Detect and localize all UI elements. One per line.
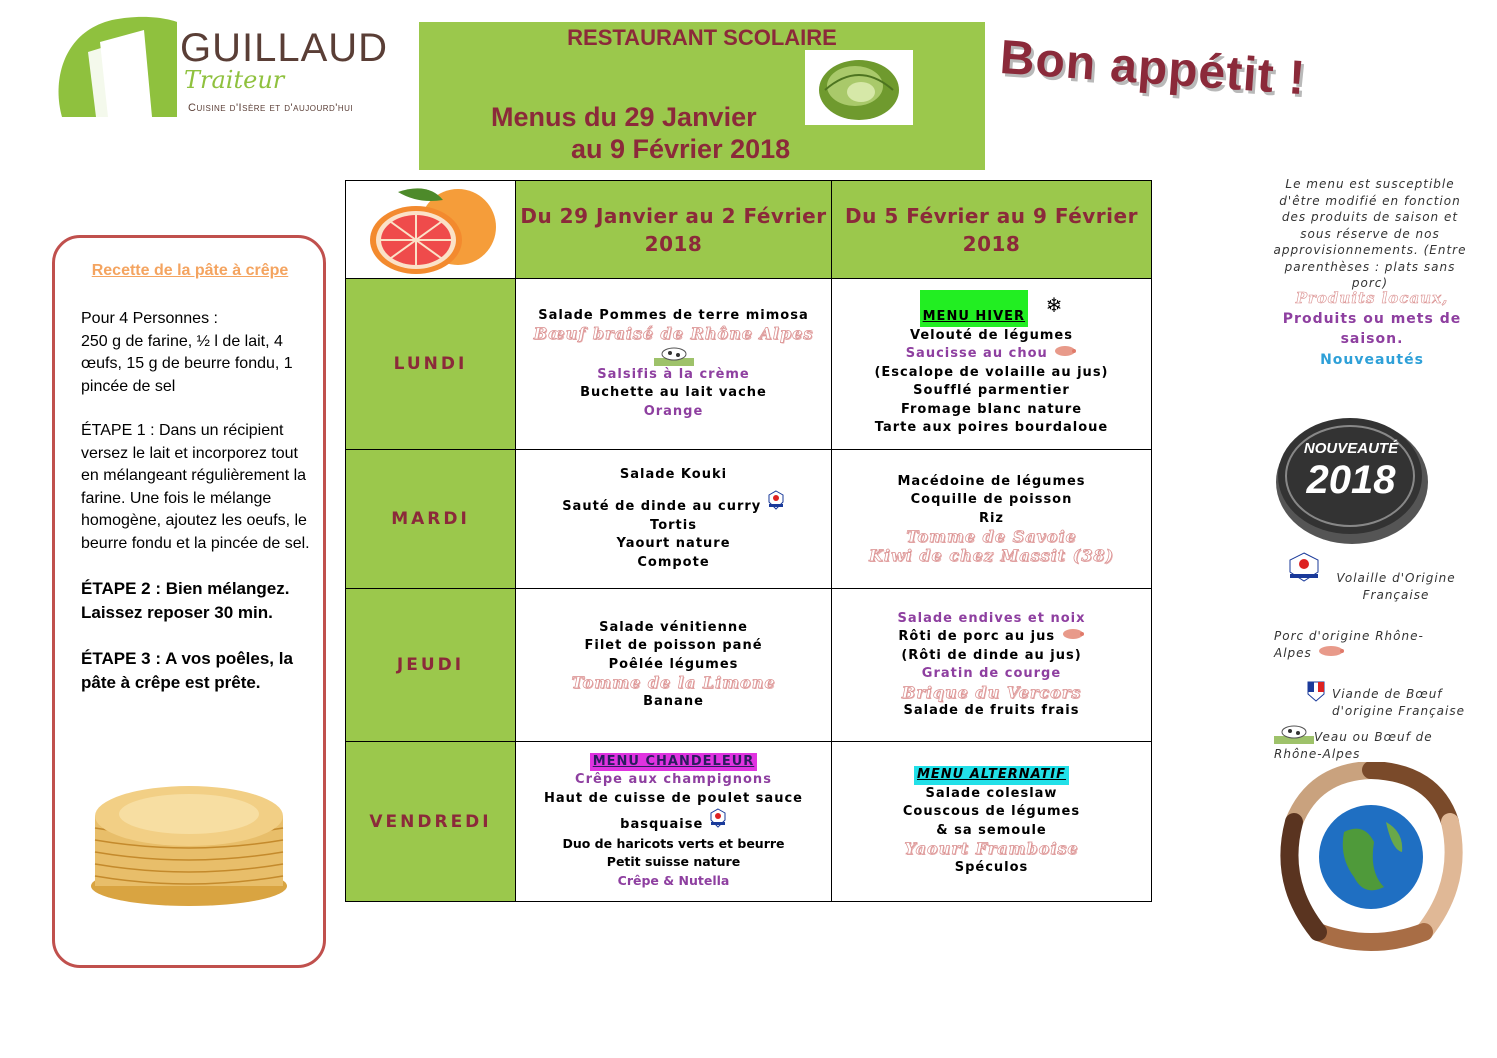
legend-season: Produits ou mets de saison.	[1282, 310, 1462, 347]
recipe-step2: ÉTAPE 2 : Bien mélangez. Laissez reposer 30 min.	[81, 579, 290, 622]
menu-item: Tomme de Savoie	[906, 527, 1077, 547]
legend-porc	[1274, 628, 1454, 662]
menu-item: & sa semoule	[936, 822, 1047, 838]
snowflake-icon: ❄	[1045, 293, 1064, 318]
tuesday-week1	[516, 450, 832, 589]
menu-chandeleur-tag: MENU CHANDELEUR	[590, 753, 758, 772]
menu-item: Rôti de porc au jus	[898, 629, 1056, 644]
menu-item: Velouté de légumes	[910, 327, 1073, 343]
menu-item: Salade coleslaw	[925, 785, 1058, 801]
menu-item: Soufflé parmentier	[913, 383, 1070, 399]
crepes-image	[85, 766, 293, 911]
legend-porc-text: Porc d'origine Rhône-Alpes	[1274, 629, 1424, 660]
week1-header	[516, 181, 832, 279]
menu-item: Haut de cuisse de poulet sauce	[544, 790, 803, 806]
header-title: RESTAURANT SCOLAIRE	[567, 25, 837, 50]
day-thursday: JEUDI	[346, 589, 516, 742]
legend-volaille: Volaille d'Origine Française	[1336, 571, 1456, 602]
menu-item: basquaise	[620, 817, 704, 833]
menu-item: Poêlée légumes	[608, 656, 739, 672]
pig-icon	[1053, 345, 1077, 357]
chef-hat-icon	[52, 12, 182, 127]
viande-bovine-francaise-icon	[1306, 680, 1326, 706]
menu-item: Gratin de courge	[921, 666, 1062, 681]
monday-week1	[516, 279, 832, 450]
legend-local: Produits locaux,	[1295, 289, 1449, 307]
legend-boeuf: Viande de Bœuf d'origine Française	[1332, 687, 1465, 718]
friday-week1	[516, 742, 832, 902]
menu-item: Sauté de dinde au curry	[562, 499, 762, 515]
header-dates-line2: au 9 Février 2018	[571, 134, 791, 164]
week2-header	[832, 181, 1152, 279]
monday-week2	[832, 279, 1152, 450]
menu-item: Petit suisse nature	[606, 854, 741, 870]
logo-name: GUILLAUD	[180, 26, 389, 70]
menu-item: Spéculos	[954, 859, 1029, 875]
recipe-body	[81, 308, 311, 717]
header-dates-line1: Menus du 29 Janvier	[491, 102, 757, 132]
menu-item: Bœuf braisé de Rhône Alpes	[533, 324, 814, 344]
menu-item: Couscous de légumes	[902, 804, 1081, 819]
recipe-title: Recette de la pâte à crêpe	[91, 262, 289, 279]
tuesday-week2	[832, 450, 1152, 589]
cabbage-image	[805, 50, 913, 125]
friday-week2	[832, 742, 1152, 902]
recipe-box	[52, 235, 326, 968]
menu-item: Macédoine de légumes	[897, 473, 1086, 489]
legend	[1274, 288, 1470, 370]
menu-item: Brique du Vercors	[901, 682, 1082, 702]
menu-item: Yaourt nature	[616, 536, 731, 552]
menu-item: Salade de fruits frais	[903, 703, 1080, 718]
pig-icon	[1317, 645, 1345, 657]
day-monday: LUNDI	[346, 279, 516, 450]
pig-icon	[1061, 628, 1085, 640]
menu-item: Orange	[643, 403, 704, 419]
week2-header-line2: 2018	[962, 231, 1021, 256]
menu-item: Salade Kouki	[619, 466, 728, 482]
menu-item: Duo de haricots verts et beurre	[562, 835, 785, 851]
menu-hiver-tag: MENU HIVER	[920, 290, 1028, 327]
menu-item: Banane	[643, 693, 704, 709]
menu-item: Tomme de la Limone	[571, 673, 776, 693]
volaille-francaise-icon	[709, 808, 727, 828]
menu-item: Salade vénitienne	[599, 619, 748, 635]
menu-table	[345, 180, 1152, 902]
menu-item: Salade Pommes de terre mimosa	[538, 307, 809, 323]
menu-item: (Escalope de volaille au jus)	[874, 364, 1109, 380]
week2-header-line1: Du 5 Février au 9 Février	[845, 203, 1138, 228]
week1-header-line1: Du 29 Janvier au 2 Février	[520, 203, 827, 228]
menu-item: Riz	[978, 510, 1005, 526]
menu-item: Tortis	[650, 517, 697, 533]
menu-item: (Rôti de dinde au jus)	[901, 647, 1082, 663]
recipe-intro: Pour 4 Personnes :	[81, 310, 218, 327]
thursday-week1	[516, 589, 832, 742]
menu-item: Buchette au lait vache	[580, 385, 767, 401]
grapefruit-cell	[346, 181, 516, 279]
menu-item: Kiwi de chez Massit (38)	[868, 545, 1115, 565]
menu-item: Fromage blanc nature	[900, 401, 1083, 417]
menu-note: Le menu est susceptible d'être modifié en fonction des produits de saison et sous réserve de nos approvisionnements. (Entre parenthèses : plats sans porc)	[1273, 177, 1467, 290]
menu-item: Compote	[637, 554, 710, 570]
greeting-title: Bon appétit !	[998, 30, 1308, 106]
menu-item: Tarte aux poires bourdaloue	[874, 420, 1109, 436]
badge-label: NOUVEAUTÉ	[1303, 440, 1399, 457]
day-friday: VENDREDI	[346, 742, 516, 902]
recipe-step3: ÉTAPE 3 : A vos poêles, la pâte à crêpe est prête.	[81, 649, 293, 692]
menu-item: Filet de poisson pané	[584, 638, 763, 654]
logo-subtitle: Traiteur	[184, 66, 285, 94]
menu-header	[419, 22, 985, 170]
menu-item: Salade endives et noix	[897, 610, 1086, 626]
legend-veau: Veau ou Bœuf de Rhône-Alpes	[1274, 730, 1433, 761]
menu-item: Saucisse au chou	[905, 346, 1048, 362]
volaille-francaise-icon	[1288, 552, 1320, 586]
menu-item: Salsifis à la crème	[597, 366, 750, 382]
menu-item: Crêpe & Nutella	[617, 872, 730, 888]
grapefruit-image	[358, 182, 504, 277]
legend-new: Nouveautés	[1320, 351, 1424, 368]
week1-header-line2: 2018	[644, 231, 703, 256]
day-tuesday: MARDI	[346, 450, 516, 589]
volaille-francaise-icon	[767, 490, 785, 510]
cow-icon	[516, 344, 831, 366]
menu-item: Yaourt Framboise	[904, 839, 1079, 858]
brand-logo	[52, 12, 397, 127]
menu-item: Coquille de poisson	[910, 492, 1073, 508]
recipe-step1: ÉTAPE 1 : Dans un récipient versez le lait et incorporez tout en mélangeant régulièrement la farine. Une fois le mélange homogène, ajoutez les oeufs, le beurre fondu et la pincée de sel.	[81, 422, 310, 552]
hands-globe-image	[1274, 762, 1468, 952]
menu-item: Crêpe aux champignons	[575, 772, 772, 788]
badge-year: 2018	[1306, 458, 1396, 502]
nouveaute-badge	[1272, 410, 1430, 545]
recipe-ingredients: 250 g de farine, ½ l de lait, 4 œufs, 15 g de beurre fondu, 1 pincée de sel	[81, 332, 293, 395]
menu-alternatif-tag: MENU ALTERNATIF	[914, 766, 1069, 785]
logo-tagline: Cuisine d'Isère et d'aujourd'hui	[188, 102, 354, 114]
thursday-week2	[832, 589, 1152, 742]
